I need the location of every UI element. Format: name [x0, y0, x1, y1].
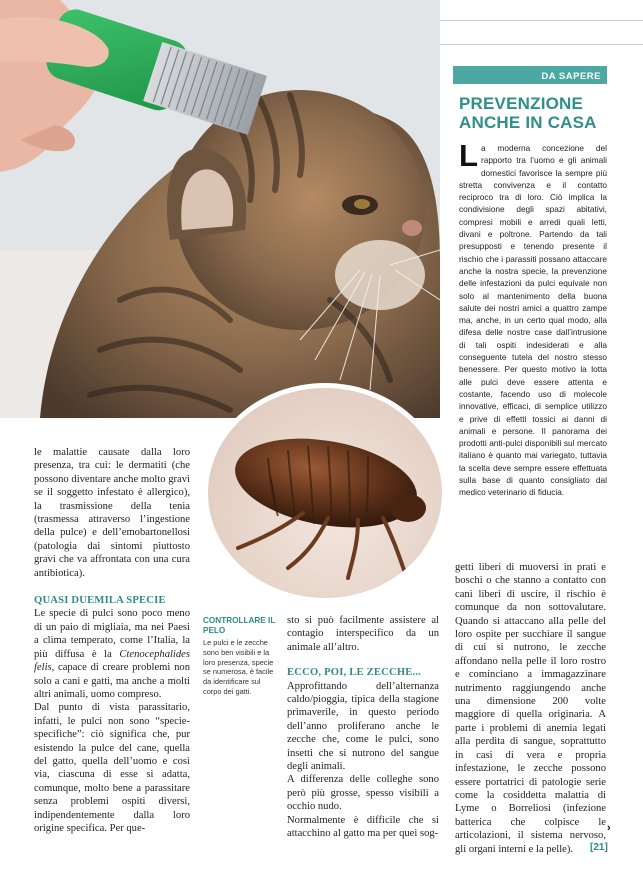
col1-heading: QUASI DUEMILA SPECIE [34, 595, 166, 607]
sidebar-title-line1: PREVENZIONE [459, 94, 584, 113]
col3-paragraph-1: getti liberi di muoversi in prati e boschi o che stanno a contatto con cani liberi di uscire, il rischio è comunque da non sottovalutare. Quando si attaccano alla pelle del loro ospite per succhiare il sangue di cui si nutrono, le zecche affondano nella pelle il loro rostro e cominciano a immagazzinare nutrimento raggiungendo anche una dimensione 200 volte maggiore di quella originaria. A parte i problemi di anemia legati alla perdita di sangue, soprattutto in casi di vera e propria infestazione, le zecche possono essere portatrici di patologie serie come la cosiddetta malattia di Lyme o Borreliosi (infezione batterica che colpisce le articolazioni, il sistema nervoso, gli organi interni e la pelle). [455, 562, 606, 855]
caption-text: Le pulci e le zecche sono ben visibili e la loro presenza, specie se numerosa, è facile da identificare sul corpo dei gatti. [203, 638, 274, 696]
col1-p1-species: Ctenocephalides felis [34, 648, 190, 674]
col1-paragraph-2: Dal punto di vista parassitario, infatti, le pulci non sono “specie-specifiche”: ciò significa che, pur esistendo la pulce del cane, quella del gatto, quella dell’uomo e così via, ciascuna di esse si adatta, comunque, molto bene a parassitare senza problemi ospiti diversi, indipendentemente dalla loro origine specifica. Per que- [34, 702, 190, 834]
column-2 [287, 614, 439, 841]
col1-p1-text-b: , capace di creare problemi non solo a cani e gatti, ma anche a molti altri animali, uomo compreso. [34, 662, 190, 700]
flea-illustration [208, 388, 442, 598]
cat-with-comb-illustration [0, 0, 440, 418]
cat-photo [0, 0, 440, 418]
col2-paragraph-3: A differenza delle colleghe sono però più grosse, spesso visibili a occhio nudo. [287, 774, 439, 813]
column-3 [455, 561, 606, 856]
sidebar-title [459, 94, 607, 132]
header-rule-top [440, 20, 643, 21]
header-rule-bottom [440, 44, 643, 45]
sidebar-text-block [459, 138, 607, 499]
sidebar-body: a moderna concezione del rapporto tra l’uomo e gli animali domestici favorisce la sempre più stretta convivenza e il contatto reciproco tra di loro. Ciò implica la condivisione degli spazi abitativi, compresi mobili e arredi quali letti, divani e poltrone. Partendo da tali presupposti e tenendo presente il rischio che i parassiti possano attaccare anche la nostra specie, la prevenzione delle infestazioni da pulci equivale non solo al mantenimento della buona salute dei nostri amici a quattro zampe ma, anche, in un certo qual modo, alla difesa delle nostre case dall’intrusione di tali ospiti indesiderati e alla conseguente tutela del nostro stesso benessere. Per questo motivo la lotta alle pulci deve essere attenta e costante, facendo uso di molecole innovative, efficaci, di semplice utilizzo e prive di effetti tossici ai danni di animali e persone. Il panorama dei prodotti anti-pulci disponibili sul mercato italiano è quanto mai variegato, tuttavia la scelta deve sempre essere effettuata sulla base di quanto consigliato dal medico veterinario di fiducia. [459, 143, 607, 498]
sidebar-box [453, 66, 607, 499]
col1-paragraph-1 [34, 607, 190, 701]
col1-p1-text-a: Le specie di pulci sono poco meno di un paio di migliaia, ma nei Paesi a clima temperato, come l’Italia, la più diffusa è la [34, 608, 190, 660]
col2-heading: ECCO, POI, LE ZECCHE... [287, 667, 422, 679]
col2-paragraph-1: sto si può facilmente assistere al contagio interspecifico da un animale all’altro. [287, 615, 439, 653]
page-number: [21] [590, 842, 608, 853]
sidebar-title-line2: ANCHE IN CASA [459, 113, 597, 132]
flea-photo [203, 383, 447, 603]
col1-intro: le malattie causate dalla loro presenza, tra cui: le dermatiti (che possono diventare anche molto gravi se il soggetto infestato è allergico), la trasmissione della tenia (trasmessa attraverso l’ingestione della pulce) e dell’emobartonellosi (patologia dai sintomi piuttosto gravi che va affrontata con una cura antibiotica). [34, 447, 190, 579]
caption-heading: CONTROLLARE IL PELO [203, 616, 276, 635]
article-end-mark: › [607, 822, 611, 834]
col2-paragraph-4: Normalmente è difficile che si attacchino al gatto ma per quei sog- [287, 814, 439, 840]
column-1 [34, 446, 190, 835]
dropcap: L [459, 138, 478, 173]
sidebar-tag: DA SAPERE [453, 69, 607, 84]
col2-paragraph-2: Approfittando dell’alternanza caldo/pioggia, tipica della stagione primaverile, in questo periodo dell’anno proliferano anche le zecche che, come le pulci, sono insetti che si nutrono del sangue degli animali. [287, 680, 439, 773]
